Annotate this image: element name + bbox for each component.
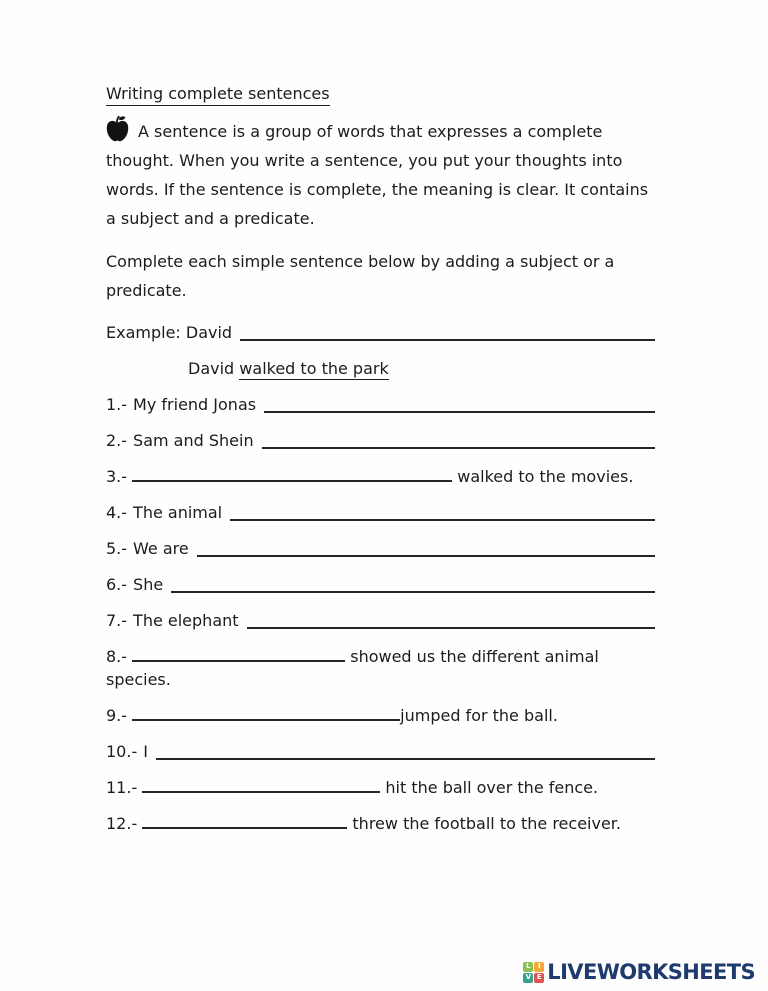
- item-number: 3.-: [106, 467, 128, 486]
- item-number: 2.-: [106, 431, 128, 450]
- item-after-text: hit the ball over the fence.: [385, 778, 599, 797]
- answer-blank[interactable]: [132, 706, 400, 721]
- apple-icon: [106, 115, 129, 142]
- brand-wordmark: LIVEWORKSHEETS: [547, 960, 755, 984]
- answer-blank[interactable]: [142, 778, 380, 793]
- answer-blank[interactable]: [264, 411, 655, 413]
- item-number: 9.-: [106, 706, 128, 725]
- item-number: 11.-: [106, 778, 138, 797]
- logo-tile-i: I: [534, 962, 544, 972]
- item-number: 5.-: [106, 539, 128, 558]
- sentence-item-6: [106, 573, 655, 596]
- item-before-text: Sam and Shein: [133, 431, 254, 450]
- sentence-item-4: [106, 501, 655, 524]
- intro-text: A sentence is a group of words that expresses a complete thought. When you write a sentence, you put your thoughts into words. If the sentence is complete, the meaning is clear. It contains a subject and a predicate.: [106, 122, 649, 228]
- sentence-item-5: [106, 537, 655, 560]
- answer-blank[interactable]: [171, 591, 655, 593]
- logo-tile-e: E: [534, 973, 544, 983]
- logo-tile-v: V: [523, 973, 533, 983]
- sentence-item-8: [106, 645, 655, 691]
- logo-tile-l: L: [523, 962, 533, 972]
- instructions-text: Complete each simple sentence below by adding a subject or a predicate.: [106, 252, 615, 300]
- page-title: Writing complete sentences: [106, 84, 330, 106]
- answer-blank[interactable]: [156, 758, 655, 760]
- answer-blank[interactable]: [262, 447, 655, 449]
- sentence-item-7: [106, 609, 655, 632]
- answer-blank[interactable]: [197, 555, 655, 557]
- answer-blank[interactable]: [132, 647, 345, 662]
- title-row: [106, 82, 655, 105]
- example-answer-predicate: walked to the park: [239, 359, 389, 378]
- item-after-text: walked to the movies.: [457, 467, 634, 486]
- item-after-text: threw the football to the receiver.: [352, 814, 621, 833]
- worksheet-content: [106, 82, 655, 835]
- answer-blank[interactable]: [132, 467, 452, 482]
- item-number: 12.-: [106, 814, 138, 833]
- item-before-text: I: [143, 742, 148, 761]
- item-number: 1.-: [106, 395, 128, 414]
- liveworksheets-logo-tiles-icon: [523, 962, 544, 983]
- item-before-text: We are: [133, 539, 189, 558]
- item-before-text: The elephant: [133, 611, 239, 630]
- sentence-item-11: [106, 776, 655, 799]
- item-number: 10.-: [106, 742, 138, 761]
- sentence-item-12: [106, 812, 655, 835]
- item-after-text: showed us the different animal species.: [106, 647, 599, 689]
- example-answer-subject: David: [188, 359, 235, 378]
- example-answer: [188, 357, 655, 380]
- answer-blank[interactable]: [230, 519, 655, 521]
- sentence-item-1: [106, 393, 655, 416]
- item-number: 8.-: [106, 647, 128, 666]
- liveworksheets-logo: [523, 960, 755, 984]
- item-before-text: My friend Jonas: [133, 395, 257, 414]
- answer-blank[interactable]: [240, 339, 655, 341]
- answer-blank[interactable]: [247, 627, 655, 629]
- item-after-text: jumped for the ball.: [400, 706, 558, 725]
- sentence-list: [106, 393, 655, 835]
- item-number: 6.-: [106, 575, 128, 594]
- sentence-item-2: [106, 429, 655, 452]
- sentence-item-3: [106, 465, 655, 488]
- sentence-item-9: [106, 704, 655, 727]
- item-number: 4.-: [106, 503, 128, 522]
- sentence-item-10: [106, 740, 655, 763]
- example-label: Example: David: [106, 323, 233, 342]
- intro-paragraph: [106, 115, 655, 233]
- example-row: [106, 321, 655, 344]
- item-number: 7.-: [106, 611, 128, 630]
- item-before-text: She: [133, 575, 164, 594]
- answer-blank[interactable]: [142, 814, 347, 829]
- item-before-text: The animal: [133, 503, 223, 522]
